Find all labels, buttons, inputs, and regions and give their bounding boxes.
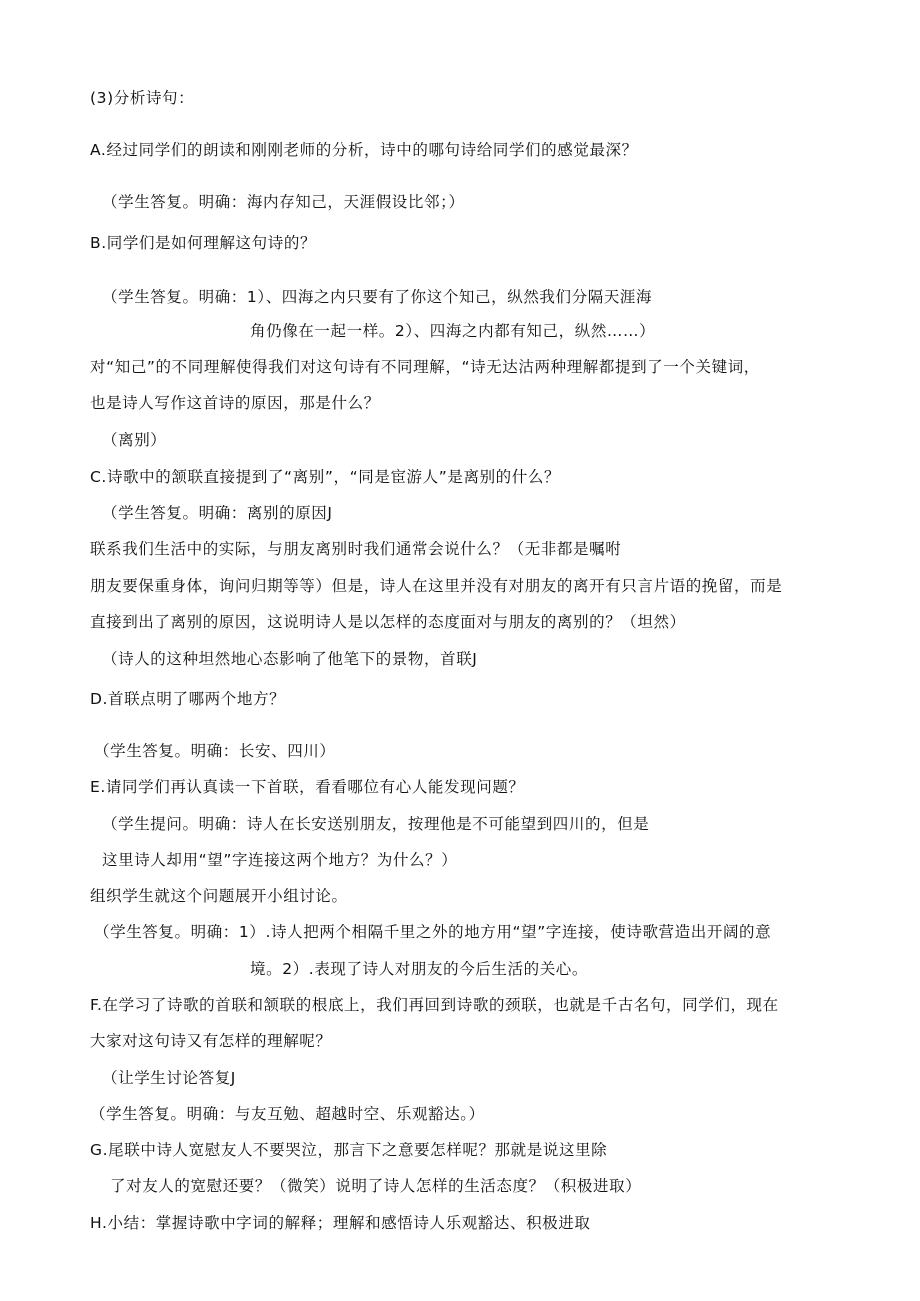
paragraph-line: 对“知己”的不同理解使得我们对这句诗有不同理解，“诗无达沽两种理解都提到了一个关键词，: [90, 358, 760, 376]
answer-e-line-2: 这里诗人却用“望”字连接这两个地方？为什么？）: [102, 851, 458, 869]
answer-b-line-1: （学生答复。明确：1）、四海之内只要有了你这个知己，纵然我们分隔天涯海: [102, 288, 653, 306]
paragraph-line: （诗人的这种坦然地心态影响了他笔下的景物，首联J: [102, 650, 478, 668]
paragraph-line: 联系我们生活中的实际，与朋友离别时我们通常会说什么？（无非都是嘱咐: [90, 540, 622, 558]
answer-f: （学生答复。明确：与友互勉、超越时空、乐观豁达。）: [90, 1105, 485, 1123]
paragraph-line: 组织学生就这个问题展开小组讨论。: [90, 887, 348, 905]
paragraph-line: 直接到出了离别的原因，这说明诗人是以怎样的态度面对与朋友的离别的？（坦然）: [90, 613, 686, 631]
answer-c: （学生答复。明确：离别的原因J: [102, 504, 333, 522]
answer-e-line-1: （学生提问。明确：诗人在长安送别朋友，按理他是不可能望到四川的，但是: [102, 815, 650, 833]
question-f: F.在学习了诗歌的首联和颔联的根底上，我们再回到诗歌的颈联，也就是千古名句，同学们，现在: [90, 996, 779, 1014]
paragraph-line: 也是诗人写作这首诗的原因，那是什么？: [90, 394, 380, 412]
section-heading: (3)分析诗句：: [90, 89, 195, 107]
answer-a: （学生答复。明确：海内存知己，天涯假设比邻；）: [102, 193, 465, 211]
answer-b-line-2: 角仍像在一起一样。2）、四海之内都有知己，纵然……）: [250, 322, 656, 340]
answer-discussion-line-2: 境。2）.表现了诗人对朋友的今后生活的关心。: [250, 960, 588, 978]
question-a: A.经过同学们的朗读和刚刚老师的分析，诗中的哪句诗给同学们的感觉最深？: [90, 141, 638, 159]
summary-h: H.小结：掌握诗歌中字词的解释；理解和感悟诗人乐观豁达、积极进取: [90, 1214, 591, 1232]
paragraph-line: 了对友人的宽慰还要？（微笑）说明了诗人怎样的生活态度？（积极进取）: [110, 1177, 642, 1195]
question-c: C.诗歌中的颔联直接提到了“离别”，“同是宦游人”是离别的什么？: [90, 468, 561, 486]
answer-f-note: （让学生讨论答复J: [102, 1069, 236, 1087]
answer-discussion-line-1: （学生答复。明确：1）.诗人把两个相隔千里之外的地方用“望”字连接，使诗歌营造出开阔的意: [94, 923, 772, 941]
question-b: B.同学们是如何理解这句诗的？: [90, 234, 317, 252]
answer-d: （学生答复。明确：长安、四川）: [94, 742, 336, 760]
question-e: E.请同学们再认真读一下首联，看看哪位有心人能发现问题？: [90, 778, 525, 796]
paragraph-line: 大家对这句诗又有怎样的理解呢？: [90, 1032, 332, 1050]
paragraph-line: 朋友要保重身体，询问归期等等）但是，诗人在这里并没有对朋友的离开有只言片语的挽留，而是: [90, 577, 783, 595]
question-d: D.首联点明了哪两个地方？: [90, 690, 286, 708]
question-g: G.尾联中诗人宽慰友人不要哭泣，那言下之意要怎样呢？那就是说这里除: [90, 1141, 608, 1159]
answer-separation: （离别）: [102, 431, 167, 449]
